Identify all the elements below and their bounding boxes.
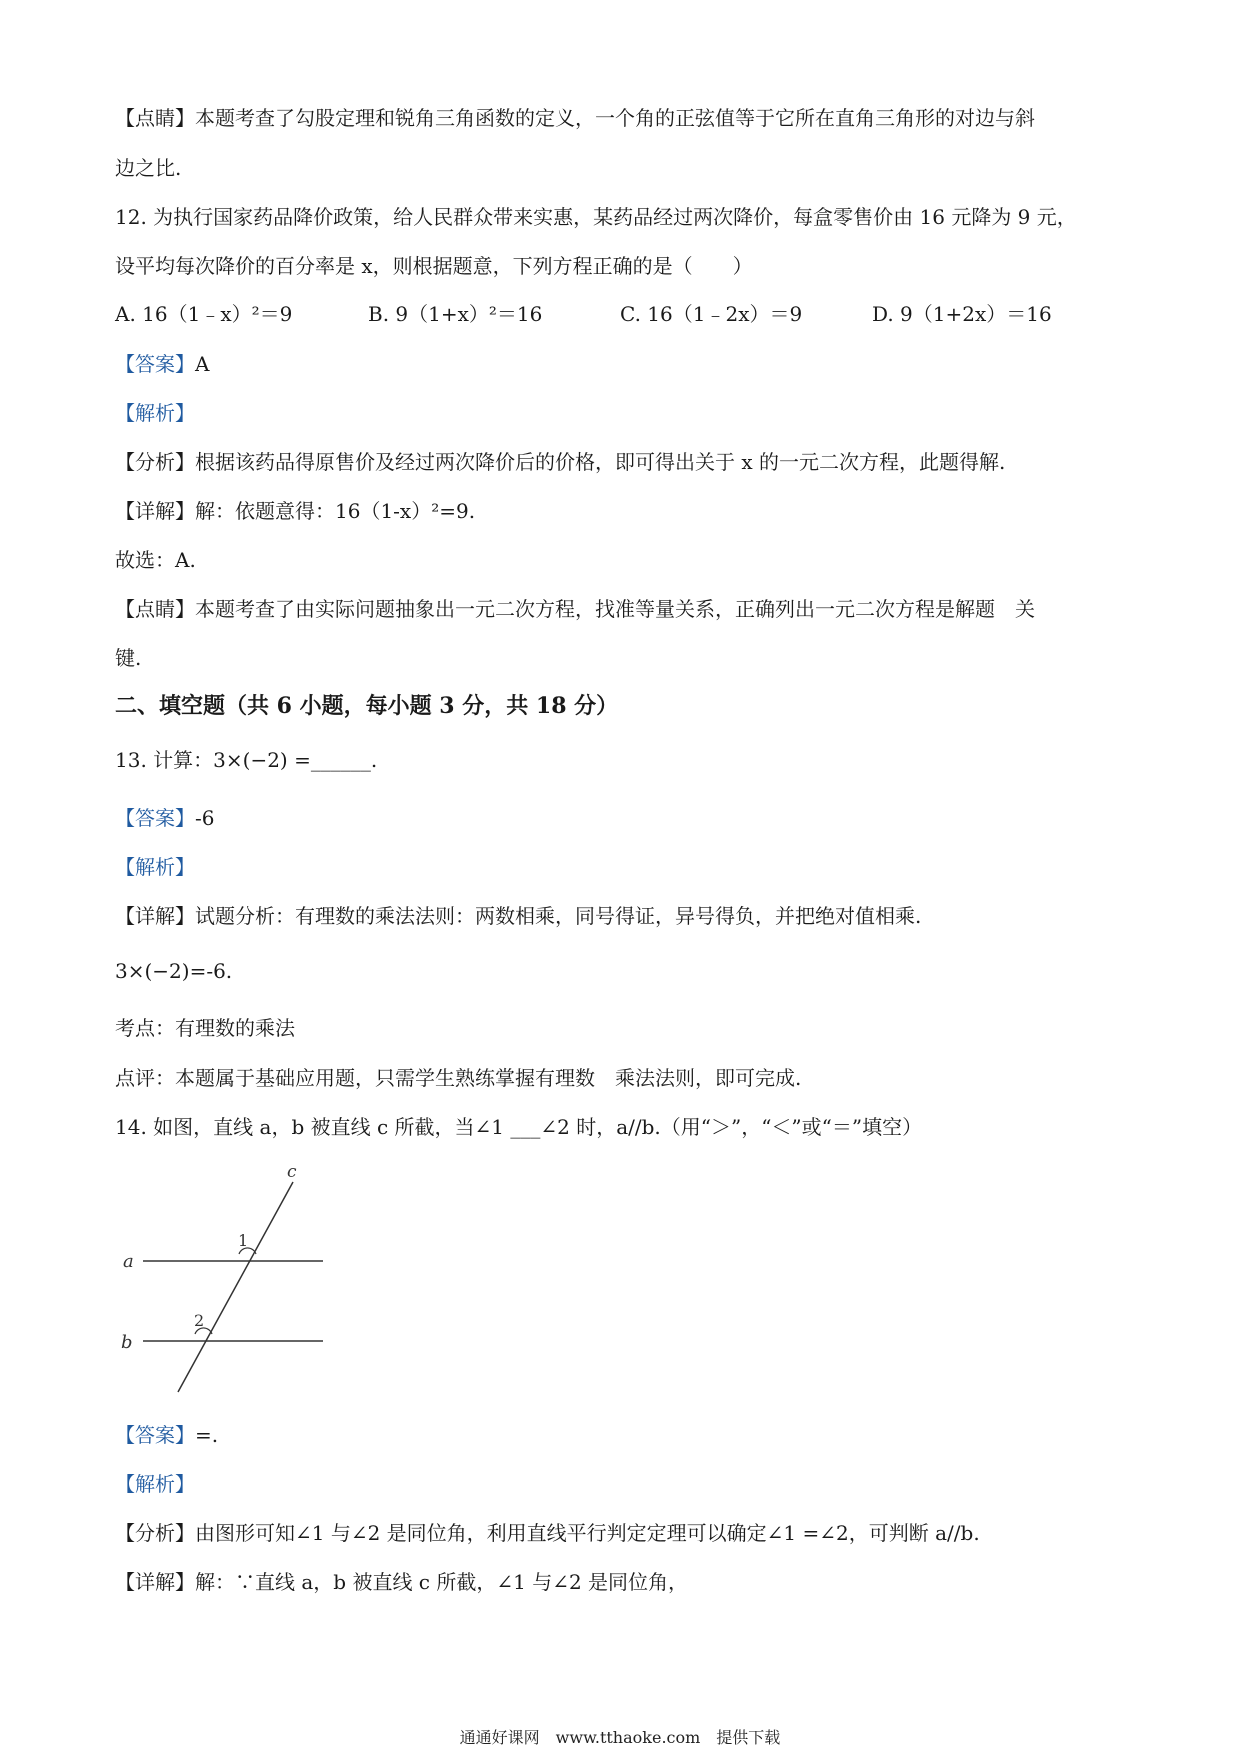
q13-question: 13. 计算：3×(−2) =______.	[115, 748, 378, 772]
q14-jiexi-tag: 【解析】	[115, 1472, 195, 1496]
q12-option-d: D. 9（1+2x）＝16	[872, 302, 1052, 326]
q12-dianjing-line1	[115, 595, 1035, 623]
q13-calc: 3×(−2)=-6.	[115, 959, 233, 983]
q14-figure	[115, 1160, 335, 1400]
section-2-title: 二、填空题（共 6 小题，每小题 3 分，共 18 分）	[115, 693, 619, 719]
answer-tag: 【答案】	[115, 352, 195, 376]
xiangjie-text: 解：依题意得：16（1-x）²=9.	[195, 499, 476, 523]
q14-answer	[115, 1421, 218, 1449]
q12-guxuan: 故选：A.	[115, 548, 196, 572]
dianjing-text: 本题考查了勾股定理和锐角三角函数的定义，一个角的正弦值等于它所在直角三角形的对边与斜	[195, 106, 1035, 130]
xiangjie-text: 试题分析：有理数的乘法法则：两数相乘，同号得证，异号得负，并把绝对值相乘.	[195, 904, 922, 928]
q12-fenxi	[115, 448, 1005, 476]
fenxi-text: 由图形可知∠1 与∠2 是同位角，利用直线平行判定定理可以确定∠1 =∠2，可判断 a//b.	[195, 1521, 980, 1545]
label-c: c	[287, 1162, 297, 1182]
q13-answer	[115, 804, 214, 832]
q14-xiangjie	[115, 1568, 688, 1596]
q12-option-a: A. 16（1﹣x）²＝9	[115, 302, 293, 326]
xiangjie-tag: 【详解】	[115, 904, 195, 928]
answer-tag: 【答案】	[115, 806, 195, 830]
q12-question-line2: 设平均每次降价的百分率是 x，则根据题意，下列方程正确的是（ ）	[115, 254, 753, 278]
q12-option-c: C. 16（1﹣2x）＝9	[620, 302, 803, 326]
xiangjie-tag: 【详解】	[115, 499, 195, 523]
answer-value: A	[195, 352, 210, 376]
page-footer: 通通好课网 www.tthaoke.com 提供下载	[459, 1728, 781, 1747]
q11-dianjing-line1	[115, 104, 1035, 132]
line-c	[178, 1182, 293, 1392]
dianjing-tag: 【点睛】	[115, 597, 195, 621]
q13-kaodian: 考点：有理数的乘法	[115, 1016, 295, 1040]
answer-tag: 【答案】	[115, 1423, 195, 1447]
fenxi-tag: 【分析】	[115, 1521, 195, 1545]
dianjing-text: 本题考查了由实际问题抽象出一元二次方程，找准等量关系，正确列出一元二次方程是解题 关	[195, 597, 1035, 621]
q13-dianping: 点评：本题属于基础应用题，只需学生熟练掌握有理数 乘法法则，即可完成.	[115, 1066, 802, 1090]
q14-question: 14. 如图，直线 a，b 被直线 c 所截，当∠1 ___∠2 时，a//b.（用“＞”，“＜”或“＝”填空）	[115, 1115, 923, 1139]
q12-question-line1: 12. 为执行国家药品降价政策，给人民群众带来实惠，某药品经过两次降价，每盒零售价由 16 元降为 9 元，	[115, 205, 1077, 229]
label-2: 2	[194, 1311, 205, 1330]
answer-value: -6	[195, 806, 215, 830]
q12-answer	[115, 350, 209, 378]
label-a: a	[123, 1251, 134, 1272]
q12-jiexi-tag: 【解析】	[115, 401, 195, 425]
xiangjie-text: 解：∵直线 a，b 被直线 c 所截，∠1 与∠2 是同位角，	[195, 1570, 689, 1594]
q12-dianjing-line2: 键.	[115, 646, 142, 670]
q12-option-b: B. 9（1+x）²＝16	[368, 302, 543, 326]
xiangjie-tag: 【详解】	[115, 1570, 195, 1594]
q13-jiexi-tag: 【解析】	[115, 855, 195, 879]
q13-xiangjie	[115, 902, 921, 930]
q12-xiangjie	[115, 497, 475, 525]
dianjing-tag: 【点睛】	[115, 106, 195, 130]
q14-fenxi	[115, 1519, 980, 1547]
q11-dianjing-line2: 边之比.	[115, 156, 182, 180]
fenxi-tag: 【分析】	[115, 450, 195, 474]
fenxi-text: 根据该药品得原售价及经过两次降价后的价格，即可得出关于 x 的一元二次方程，此题得解.	[195, 450, 1006, 474]
label-b: b	[121, 1332, 133, 1353]
answer-value: =.	[195, 1423, 219, 1447]
label-1: 1	[238, 1231, 249, 1250]
